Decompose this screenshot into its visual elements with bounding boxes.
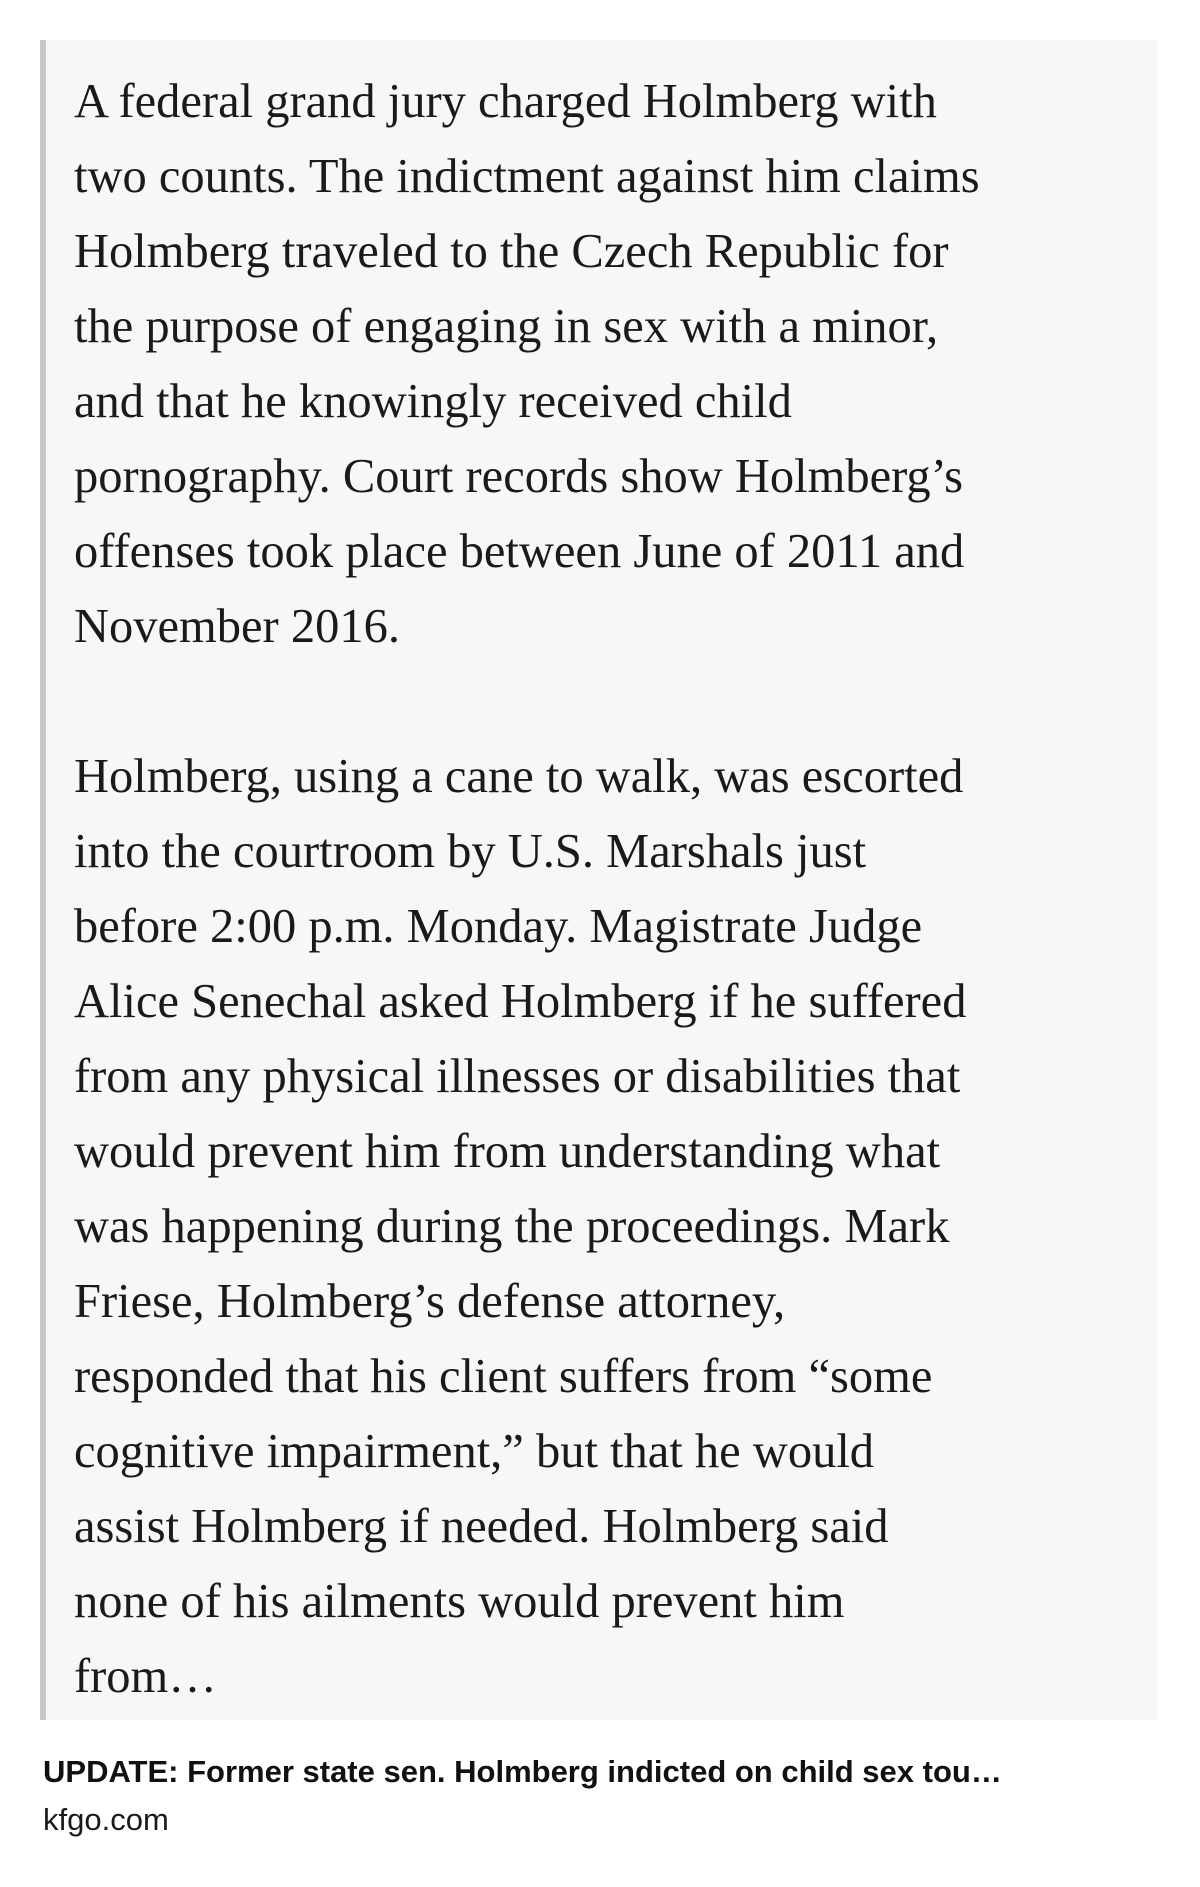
link-preview-card[interactable] <box>43 1752 1163 1840</box>
link-preview-domain[interactable]: kfgo.com <box>43 1802 169 1837</box>
quoted-article-excerpt <box>40 40 1158 1720</box>
quote-paragraph-1: A federal grand jury charged Holmberg with two counts. The indictment against him claims Holmberg traveled to the Czech Republic for the purpose of engaging in sex with a minor, and that he knowingly received child pornography. Court records show Holmberg’s offenses took place between June of 2011 and November 2016. <box>74 75 980 653</box>
link-preview-title[interactable]: UPDATE: Former state sen. Holmberg indicted on child sex tou… <box>43 1754 1002 1789</box>
quote-paragraph-2: Holmberg, using a cane to walk, was escorted into the courtroom by U.S. Marshals just before 2:00 p.m. Monday. Magistrate Judge Alice Senechal asked Holmberg if he suffered from any physical illnesses or disabilities that would prevent him from understanding what was happening during the proceedings. Mark Friese, Holmberg’s defense attorney, responded that his client suffers from “some cognitive impairment,” but that he would assist Holmberg if needed. Holmberg said none of his ailments would prevent him from… <box>74 750 967 1703</box>
